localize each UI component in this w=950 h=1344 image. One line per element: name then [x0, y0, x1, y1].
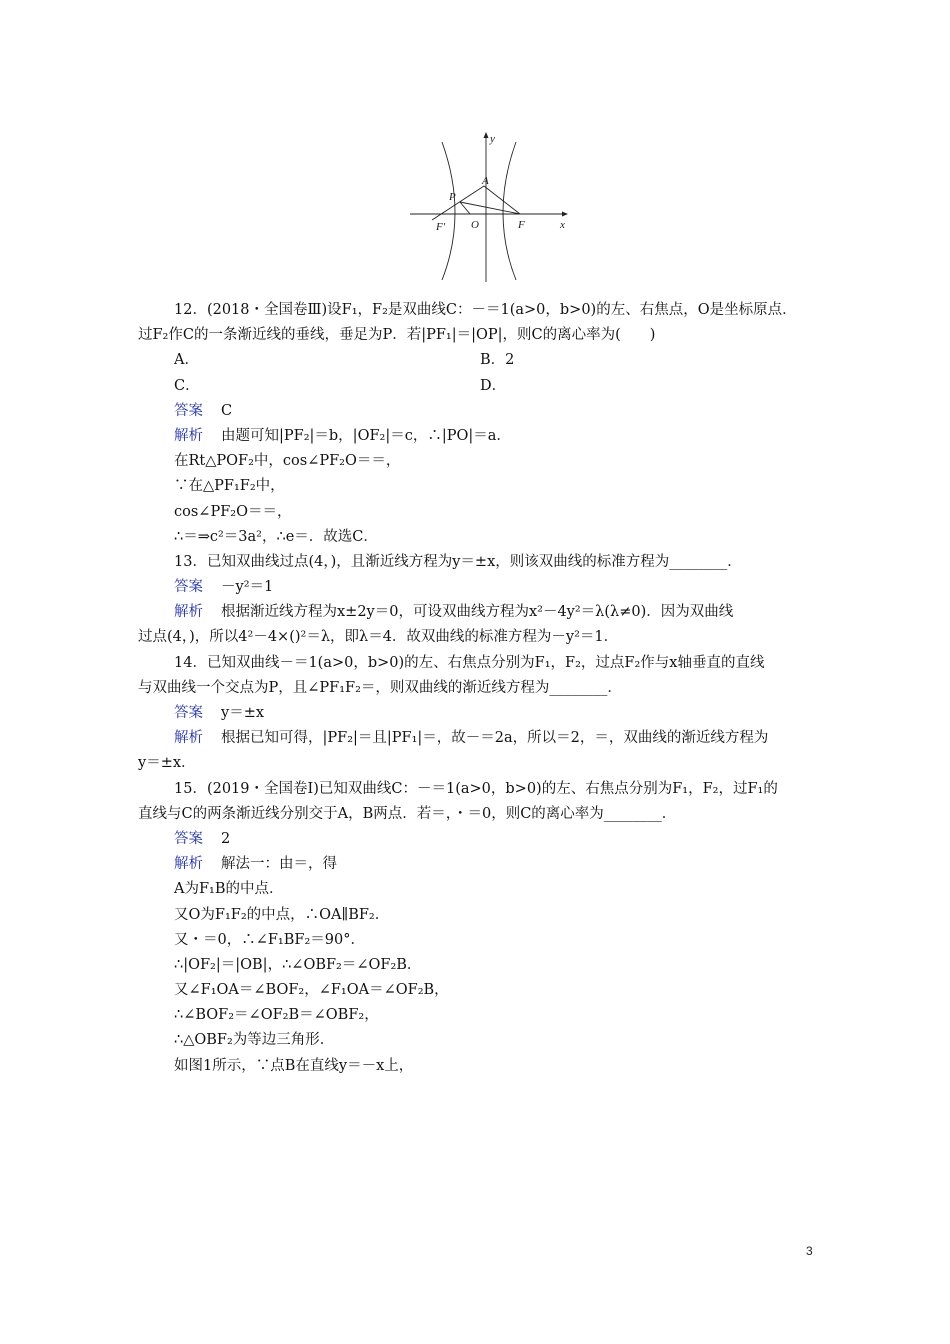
- q15-analysis-8: ∴△OBF₂为等边三角形．: [174, 1032, 335, 1049]
- q12-options-cd: [138, 374, 818, 399]
- y-axis-arrow: [484, 132, 489, 138]
- q12-analysis-1: [138, 424, 818, 449]
- q14-line-1: 14．已知双曲线－＝1(a>0，b>0)的左、右焦点分别为F₁，F₂，过点F₂作与x轴垂直的直线: [174, 654, 765, 671]
- q15-analysis-7: ∴∠BOF₂＝∠OF₂B＝∠OBF₂，: [174, 1007, 379, 1024]
- q13-analysis-2: 过点(4，)，所以4²－4×()²＝λ，即λ＝4．故双曲线的标准方程为－y²＝1．: [138, 629, 619, 646]
- q15-answer: [138, 827, 818, 852]
- q14-answer-label: 答案: [174, 705, 203, 721]
- q15-analysis-9: 如图1所示，∵点B在直线y＝－x上，: [174, 1057, 414, 1074]
- q12-option-d: D．: [480, 377, 507, 394]
- label-f-prime: F′: [436, 221, 446, 233]
- label-o: O: [471, 219, 479, 231]
- q14-analysis-2: y＝±x．: [138, 755, 196, 772]
- q12-option-a: A．: [174, 352, 199, 369]
- q13-analysis-text-1: 根据渐近线方程为x±2y＝0，可设双曲线方程为x²－4y²＝λ(λ≠0)．因为双曲线: [221, 604, 734, 621]
- q15-analysis-4: 又・＝0，∴∠F₁BF₂＝90°．: [174, 931, 365, 948]
- q15-line-2: 直线与C的两条渐近线分别交于A，B两点．若＝，・＝0，则C的离心率为________．: [138, 805, 677, 822]
- q15-analysis-2: A为F₁B的中点．: [174, 881, 284, 898]
- q13-line-1: 13．已知双曲线过点(4，)，且渐近线方程为y＝±x，则该双曲线的标准方程为________．: [174, 553, 742, 570]
- q12-analysis-label: 解析: [174, 427, 203, 444]
- q15-answer-value: 2: [221, 830, 231, 847]
- q12-line-2: 过F₂作C的一条渐近线的垂线，垂足为P．若|PF₁|＝|OP|，则C的离心率为( ): [138, 327, 656, 344]
- q12-options-ab: [138, 348, 818, 373]
- q12-line-1: 12．(2018・全国卷Ⅲ)设F₁，F₂是双曲线C：－＝1(a>0，b>0)的左、右焦点，O是坐标原点．: [174, 302, 797, 318]
- q15-answer-label: 答案: [174, 830, 203, 847]
- x-axis-arrow: [562, 212, 568, 217]
- q12-analysis-4: cos∠PF₂O＝＝，: [174, 503, 292, 520]
- q14-answer-value: y＝±x: [221, 705, 265, 721]
- q13-answer-label: 答案: [174, 579, 203, 596]
- q14-analysis-text-1: 根据已知可得，|PF₂|＝且|PF₁|＝，故－＝2a，所以＝2，＝，双曲线的渐近线方程为: [221, 730, 769, 747]
- label-p: P: [449, 191, 456, 203]
- label-a: A: [482, 175, 489, 187]
- q15-analysis-5: ∴|OF₂|＝|OB|，∴∠OBF₂＝∠OF₂B．: [174, 956, 422, 973]
- q14-line-2: 与双曲线一个交点为P，且∠PF₁F₂＝，则双曲线的渐近线方程为________．: [138, 679, 622, 696]
- q14-analysis-label: 解析: [174, 730, 203, 747]
- q12-answer-value: C: [221, 402, 233, 419]
- hyperbola-figure: [410, 128, 578, 282]
- line-a-f: [484, 186, 520, 214]
- q15-line-1: 15．(2019・全国卷Ⅰ)已知双曲线C：－＝1(a>0，b>0)的左、右焦点分别为F₁，F₂，过F₁的: [174, 780, 778, 797]
- q15-analysis-label: 解析: [174, 856, 203, 873]
- q12-analysis-text-1: 由题可知|PF₂|＝b，|OF₂|＝c，∴|PO|＝a．: [221, 427, 511, 444]
- q12-answer-label: 答案: [174, 402, 203, 419]
- q12-option-b: B．2: [480, 352, 515, 369]
- q12-analysis-3: ∵在△PF₁F₂中，: [174, 478, 285, 495]
- q12-analysis-5: ∴＝⇒c²＝3a²，∴e＝．故选C．: [174, 528, 378, 545]
- q15-analysis-3: 又O为F₁F₂的中点，∴OA∥BF₂．: [174, 906, 390, 923]
- q14-analysis-1: [138, 726, 818, 751]
- q14-answer: [138, 701, 818, 726]
- label-y: y: [490, 133, 495, 145]
- q12-option-c: C．: [174, 377, 200, 394]
- q15-analysis-1: [138, 852, 818, 877]
- q15-analysis-6: 又∠F₁OA＝∠BOF₂，∠F₁OA＝∠OF₂B，: [174, 982, 449, 999]
- line-fp-a: [432, 186, 484, 220]
- q12-answer: [138, 399, 818, 424]
- label-x: x: [560, 219, 565, 231]
- q13-analysis-1: [138, 600, 818, 625]
- q13-answer-value: －y²＝1: [221, 579, 274, 596]
- left-branch: [442, 142, 455, 280]
- page-number: 3: [806, 1244, 813, 1258]
- q12-analysis-2: 在Rt△POF₂中，cos∠PF₂O＝＝，: [174, 453, 401, 470]
- label-f: F: [518, 219, 525, 231]
- q13-answer: [138, 575, 818, 600]
- q13-analysis-label: 解析: [174, 604, 203, 621]
- document-body: [138, 298, 818, 1079]
- q15-analysis-text-1: 解法一：由＝，得: [221, 856, 337, 873]
